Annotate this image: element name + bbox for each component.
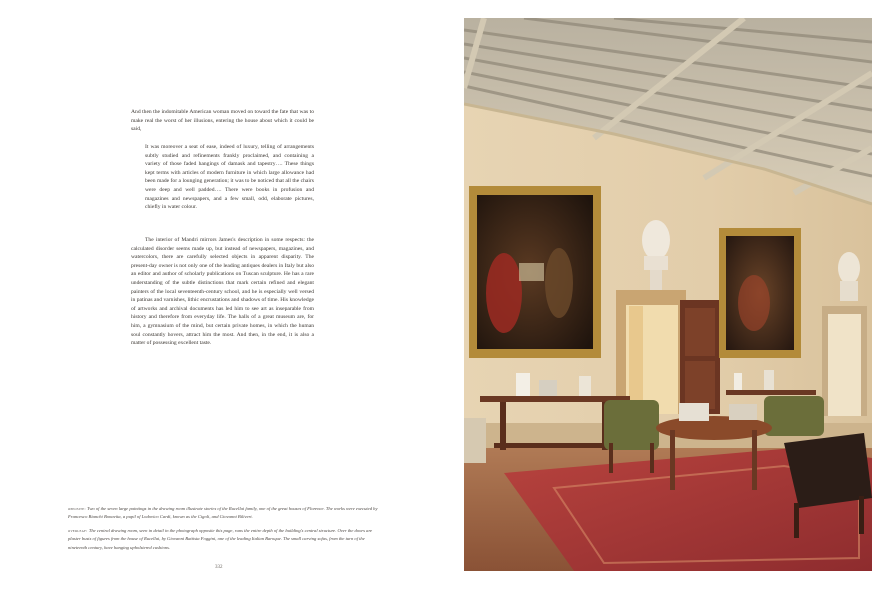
body-paragraph-1: And then the indomitable American woman moved on toward the fate that was to make real the worst of her illusions, entering the house about which it could be said, — [131, 109, 314, 133]
caption-label: overleaf: — [68, 527, 88, 533]
caption-label: opposite: — [68, 506, 86, 511]
caption-text: The central drawing room, seen in detail in the photograph opposite this page, runs the entire depth of the building's central structure. Over the doors are plaster busts of figures from the house of Rucellai, by Giovanni Battista Foggini, one of the leading Italian Baroque. The small carving sofas, from the turn of the nineteenth century, have hanging upholstered cushions. — [68, 527, 373, 550]
caption-opposite — [68, 505, 380, 522]
caption-overleaf — [68, 527, 380, 552]
photo-captions — [68, 505, 380, 557]
left-page — [0, 0, 444, 589]
body-paragraph-2: The interior of Mandri mirrors James's description in some respects: the calculated disorder seems made up, but instead of newspapers, magazines, and watercolors, there are carefully selected objects in apparent disparity. The present-day owner is not only one of the leading antiques dealers in Italy but also an editor and author of scholarly publications on Tuscan sculpture. He has a rare understanding of the subtle distinctions that mark certain refined and elegant painters of the local seventeenth-century school, and he is especially well versed in patinas and varnishes, lithic encrustations and shadows of time. His knowledge of artworks and archival documents has led him to see art as inseparable from history and therefore from everyday life. The halls of a great museum are, for him, a gymnasium of the mind, but certain private homes, in which the human soul constantly hovers, attract him the most. And then, in the end, it is also a matter of possessing excellent taste. — [131, 237, 314, 347]
drawing-room-photograph — [464, 18, 872, 571]
caption-text: Two of the seven large paintings in the drawing room illustrate stories of the Rucellai family, one of the great houses of Florence. The works were executed by Francesco Bianchi Bonavita, a pupil of Lodovico Cardi, known as the Cigoli, and Giovanni Bilivert. — [68, 506, 378, 520]
block-quote: It was moreover a seat of ease, indeed of luxury, telling of arrangements subtly studied and refinements frankly proclaimed, and containing a variety of those faded hangings of damask and tapestry…. These things kept terms with articles of modern furniture in which large allowance had been made for a lounging generation; it was to be noticed that all the chairs were deep and well padded…. There were books in profusion and magazines and newspapers, and a few small, odd, elaborate pictures, chiefly in water colour. — [145, 144, 314, 211]
page-number: 332 — [215, 565, 223, 570]
